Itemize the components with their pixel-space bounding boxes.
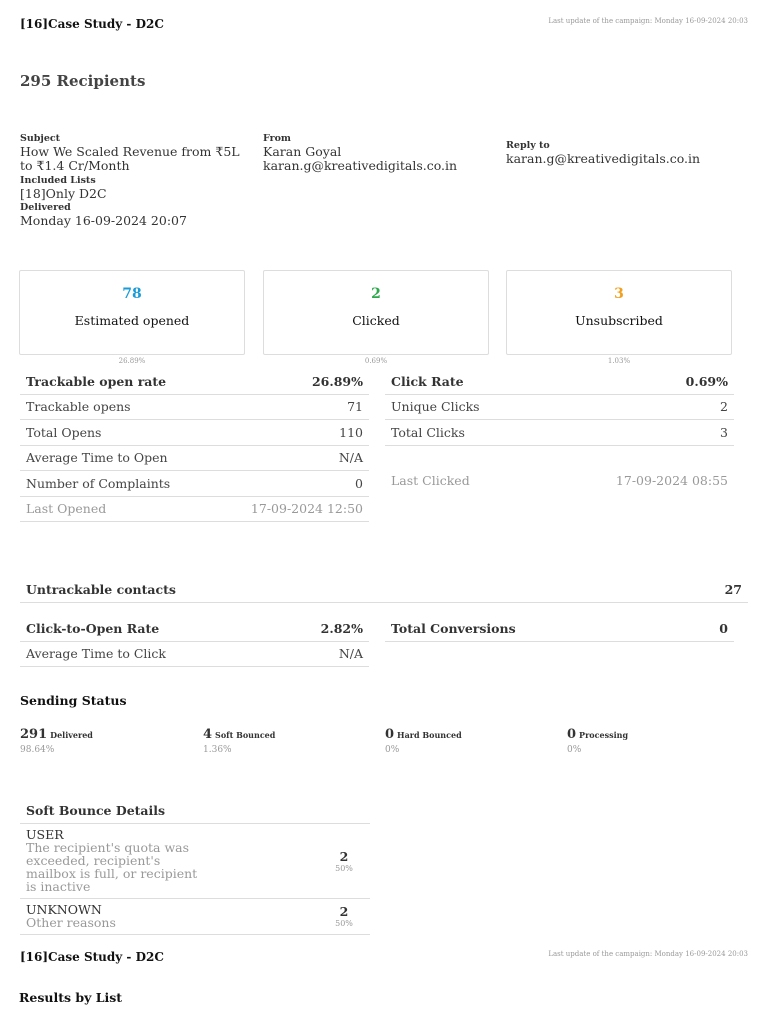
hard-bounced-pct: 0% <box>385 745 400 755</box>
trackable-open-rate-row <box>20 369 369 395</box>
status-hard-bounced <box>385 723 462 755</box>
clicked-card <box>263 270 489 355</box>
average-time-to-open-label: Average Time to Open <box>26 450 168 466</box>
unique-clicks-label: Unique Clicks <box>391 399 480 415</box>
untrackable-contacts-row <box>20 577 748 603</box>
total-clicks-value: 3 <box>720 424 728 440</box>
click-to-open-rate-row <box>20 616 369 642</box>
last-clicked-value: 17-09-2024 08:55 <box>615 473 728 489</box>
hard-bounced-label: Hard Bounced <box>397 730 462 740</box>
included-lists-value: [18]Only D2C <box>20 186 107 201</box>
trackable-opens-label: Trackable opens <box>26 399 131 415</box>
results-by-list-title: Results by List <box>19 990 123 1005</box>
bounce-code: USER <box>26 827 64 842</box>
sending-status-title: Sending Status <box>20 693 127 708</box>
included-lists-label: Included Lists <box>20 175 96 186</box>
soft-bounced-label: Soft Bounced <box>215 730 276 740</box>
open-stats-table <box>20 369 369 522</box>
bounce-count: 2 <box>339 904 349 919</box>
reply-to-label: Reply to <box>506 140 550 151</box>
delivered-value: Monday 16-09-2024 20:07 <box>20 213 187 228</box>
conversions-table <box>385 616 734 642</box>
click-rate-row <box>385 369 734 395</box>
meta-left-column <box>20 133 255 228</box>
untrackable-contacts-value: 27 <box>724 581 742 597</box>
trackable-open-rate-value: 26.89% <box>311 373 363 389</box>
subject-value: How We Scaled Revenue from ₹5L to ₹1.4 Cr/Month <box>20 144 240 173</box>
unsubscribed-pct: 1.03% <box>607 357 631 365</box>
unique-clicks-value: 2 <box>720 399 728 415</box>
processing-count: 0 <box>567 727 577 742</box>
clicked-pct: 0.69% <box>364 357 388 365</box>
estimated-opened-label: Estimated opened <box>74 313 190 328</box>
bounce-code: UNKNOWN <box>26 902 102 917</box>
hard-bounced-count: 0 <box>385 727 395 742</box>
status-soft-bounced <box>203 723 275 755</box>
unique-clicks-row <box>385 395 734 421</box>
last-clicked-label: Last Clicked <box>391 473 470 489</box>
number-of-complaints-value: 0 <box>355 475 363 491</box>
untrackable-contacts-table <box>20 577 748 603</box>
clicked-label: Clicked <box>352 313 400 328</box>
trackable-opens-value: 71 <box>347 399 363 415</box>
delivered-pct: 98.64% <box>20 745 55 755</box>
click-to-open-rate-value: 2.82% <box>320 620 363 636</box>
estimated-opened-card <box>19 270 245 355</box>
reply-to-value: karan.g@kreativedigitals.co.in <box>506 151 701 166</box>
total-clicks-row <box>385 420 734 446</box>
total-clicks-label: Total Clicks <box>391 424 465 440</box>
meta-from-column <box>263 133 493 173</box>
clicked-value: 2 <box>371 286 381 302</box>
total-opens-row <box>20 420 369 446</box>
total-conversions-row <box>385 616 734 642</box>
status-delivered <box>20 723 93 755</box>
average-time-to-open-value: N/A <box>338 450 363 466</box>
footer-last-update-text: Last update of the campaign: Monday 16-09-2024 20:03 <box>548 950 748 958</box>
total-conversions-label: Total Conversions <box>391 620 516 636</box>
subject-label: Subject <box>20 133 61 144</box>
soft-bounce-row <box>20 899 370 935</box>
soft-bounce-details-table <box>20 797 370 935</box>
from-label: From <box>263 133 291 144</box>
campaign-title: [16]Case Study - D2C <box>20 17 164 31</box>
click-to-open-table <box>20 616 369 667</box>
click-rate-value: 0.69% <box>685 373 728 389</box>
average-time-to-open-row <box>20 446 369 472</box>
estimated-opened-pct: 26.89% <box>118 357 146 365</box>
recipients-count: 295 Recipients <box>20 72 146 90</box>
footer-campaign-title: [16]Case Study - D2C <box>20 950 164 964</box>
unsubscribed-value: 3 <box>614 286 624 302</box>
soft-bounced-pct: 1.36% <box>203 745 232 755</box>
meta-reply-column <box>506 140 746 166</box>
bounce-pct: 50% <box>335 863 353 873</box>
average-time-to-click-row <box>20 642 369 668</box>
untrackable-contacts-label: Untrackable contacts <box>26 581 176 597</box>
average-time-to-click-label: Average Time to Click <box>26 646 166 662</box>
average-time-to-click-value: N/A <box>338 646 363 662</box>
last-opened-label: Last Opened <box>26 501 107 517</box>
status-processing <box>567 723 628 755</box>
number-of-complaints-label: Number of Complaints <box>26 475 171 491</box>
last-opened-row <box>20 497 369 523</box>
unsubscribed-label: Unsubscribed <box>575 313 663 328</box>
from-email: karan.g@kreativedigitals.co.in <box>263 158 458 173</box>
click-rate-label: Click Rate <box>391 373 464 389</box>
soft-bounced-count: 4 <box>203 727 213 742</box>
total-opens-label: Total Opens <box>26 424 102 440</box>
estimated-opened-value: 78 <box>122 286 142 302</box>
number-of-complaints-row <box>20 471 369 497</box>
bounce-reason: The recipient's quota was exceeded, recipient's mailbox is full, or recipient is inactive <box>26 840 198 894</box>
delivered-count: 291 <box>20 727 48 742</box>
bounce-reason: Other reasons <box>26 915 116 930</box>
unsubscribed-card <box>506 270 732 355</box>
last-clicked-row <box>385 469 734 494</box>
trackable-open-rate-label: Trackable open rate <box>26 373 167 389</box>
processing-pct: 0% <box>567 745 582 755</box>
from-name: Karan Goyal <box>263 144 342 159</box>
bounce-pct: 50% <box>335 919 353 928</box>
click-to-open-rate-label: Click-to-Open Rate <box>26 620 160 636</box>
last-opened-value: 17-09-2024 12:50 <box>250 501 363 517</box>
soft-bounce-row <box>20 824 370 899</box>
soft-bounce-details-title: Soft Bounce Details <box>20 797 370 824</box>
delivered-label: Delivered <box>20 202 71 213</box>
trackable-opens-row <box>20 395 369 421</box>
click-stats-table <box>385 369 734 493</box>
total-conversions-value: 0 <box>719 620 728 636</box>
processing-label: Processing <box>579 730 629 740</box>
last-update-text: Last update of the campaign: Monday 16-09-2024 20:03 <box>548 17 748 25</box>
bounce-count: 2 <box>339 848 349 864</box>
total-opens-value: 110 <box>339 424 363 440</box>
delivered-status-label: Delivered <box>50 730 93 740</box>
